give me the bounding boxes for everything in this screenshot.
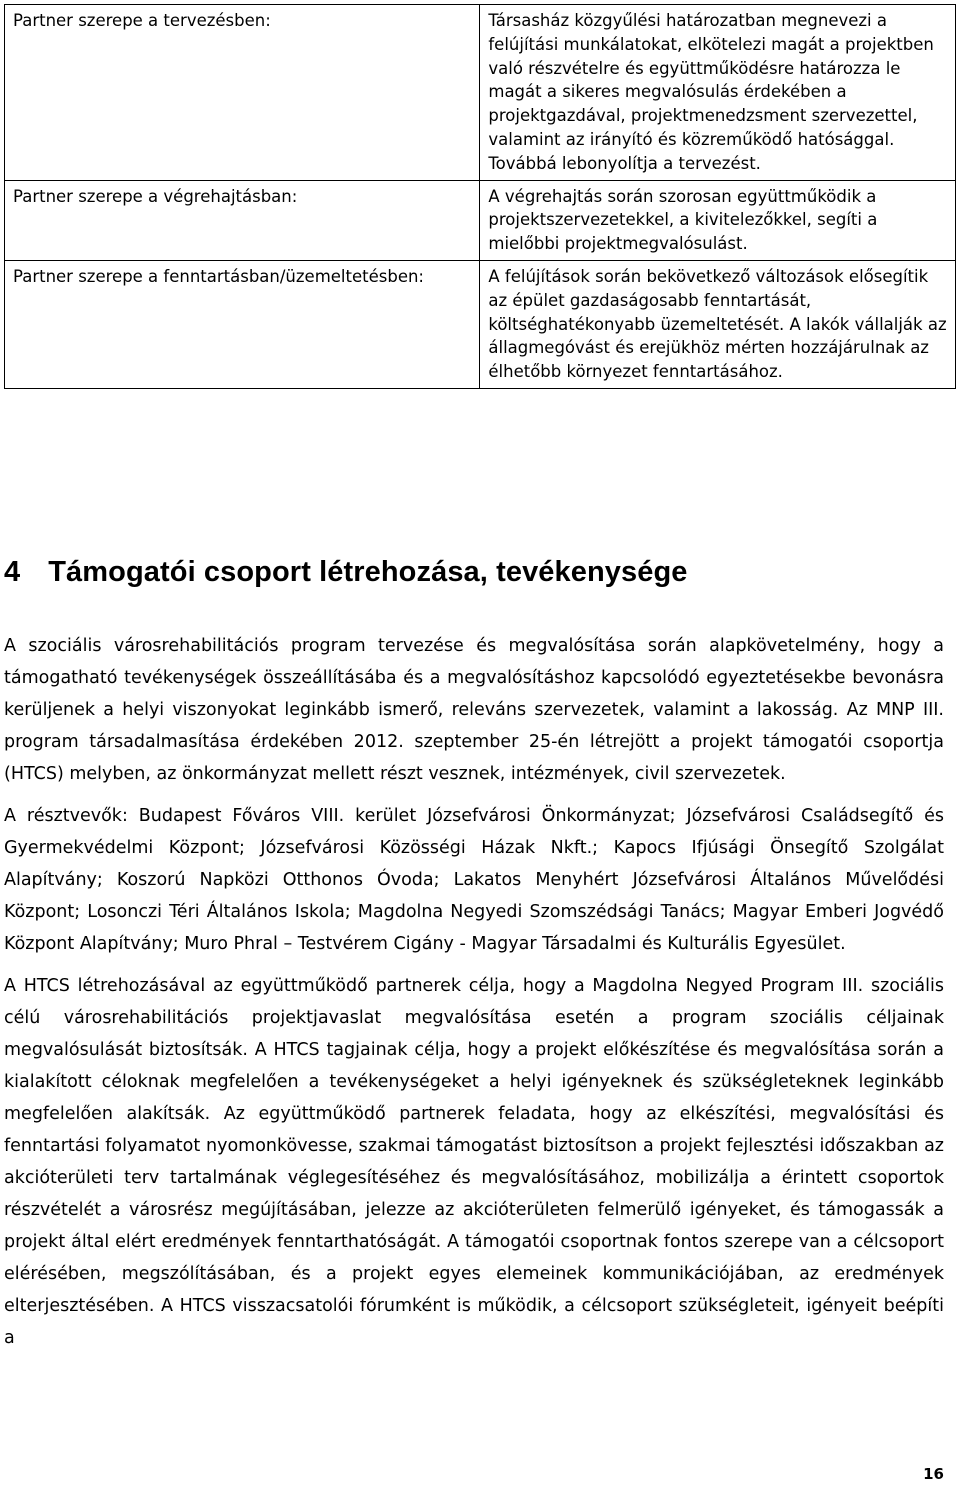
role-description-maintenance: A felújítások során bekövetkező változások elősegítik az épület gazdaságosabb fenntartását, költséghatékonyabb üzemeltetését. A lakók vállalják az állagmegóvást és erejükhöz mérten hozzájárulnak az élhetőbb környezet fenntartásához. (480, 260, 956, 388)
role-description-implementation: A végrehajtás során szorosan együttműködik a projektszervezetekkel, a kivitelezőkkel, segíti a mielőbbi projektmegvalósulást. (480, 180, 956, 260)
role-description-design: Társasház közgyűlési határozatban megnevezi a felújítási munkálatokat, elkötelezi magát a projektben való részvételre és együttműködésre határozza le magát a sikeres megvalósulás érdekében a projektgazdával, projektmenedzsment szervezettel, valamint az irányító és közreműködő hatósággal. Továbbá lebonyolítja a tervezést. (480, 5, 956, 181)
paragraph-intro: A szociális városrehabilitációs program tervezése és megvalósítása során alapkövetelmény, hogy a támogatható tevékenységek összeállításába és a megvalósításhoz kapcsolódó egyeztetésekbe bevonásra kerüljenek a helyi viszonyokat leginkább ismerő, releváns szervezetek, valamint a lakosság. Az MNP III. program társadalmasítása érdekében 2012. szeptember 25-én létrejött a projekt támogatói csoportja (HTCS) melyben, az önkormányzat mellett részt vesznek, intézmények, civil szervezetek. (4, 636, 944, 784)
table-row (5, 180, 956, 260)
section-title: Támogatói csoport létrehozása, tevékenysége (48, 556, 688, 588)
body-text (4, 630, 944, 1364)
table-row (5, 260, 956, 388)
role-label-design: Partner szerepe a tervezésben: (5, 5, 480, 181)
partner-roles-table (4, 4, 956, 389)
role-label-maintenance: Partner szerepe a fenntartásban/üzemeltetésben: (5, 260, 480, 388)
page-number: 16 (923, 1465, 944, 1483)
paragraph-participants: A résztvevők: Budapest Főváros VIII. kerület Józsefvárosi Önkormányzat; Józsefvárosi Családsegítő és Gyermekvédelmi Központ; Józsefvárosi Közösségi Házak Nkft.; Kapocs Ifjúsági Önsegítő Szolgálat Alapítvány; Koszorú Napközi Otthonos Óvoda; Lakatos Menyhért Józsefvárosi Általános Művelődési Központ; Losonczi Téri Általános Iskola; Magdolna Negyedi Szomszédsági Tanács; Magyar Emberi Jogvédő Központ Alapítvány; Muro Phral – Testvérem Cigány - Magyar Társadalmi és Kulturális Egyesület. (4, 806, 944, 954)
paragraph-goals: A HTCS létrehozásával az együttműködő partnerek célja, hogy a Magdolna Negyed Program III. szociális célú városrehabilitációs projektjavaslat megvalósítása esetén a program szociális céljainak megvalósulását biztosítsák. A HTCS tagjainak célja, hogy a projekt előkészítése és megvalósítása során a kialakított céloknak megfelelően a tevékenységeket a helyi igényeknek és szükségleteknek leginkább megfelelően alakítsák. Az együttműködő partnerek feladata, hogy az elkészítési, megvalósítási és fenntartási folyamatot nyomonkövesse, szakmai támogatást biztosítson a projekt fejlesztési időszakban az akcióterületi terv tartalmának véglegesítéséhez és megvalósításához, mobilizálja a érintett csoportok részvételét a városrész megújításában, jelezze az akcióterületen felmerülő igényeket, és támogassák a projekt által elért eredmények fenntarthatóságát. A támogatói csoportnak fontos szerepe van a célcsoport elérésében, megszólításában, és a projekt egyes elemeinek kommunikációjában, az eredmények elterjesztésében. A HTCS visszacsatolói fórumként is működik, a célcsoport szükségleteit, igényeit beépíti a (4, 976, 944, 1348)
section-heading (4, 556, 688, 589)
role-label-implementation: Partner szerepe a végrehajtásban: (5, 180, 480, 260)
section-number: 4 (4, 556, 21, 588)
table-row (5, 5, 956, 181)
